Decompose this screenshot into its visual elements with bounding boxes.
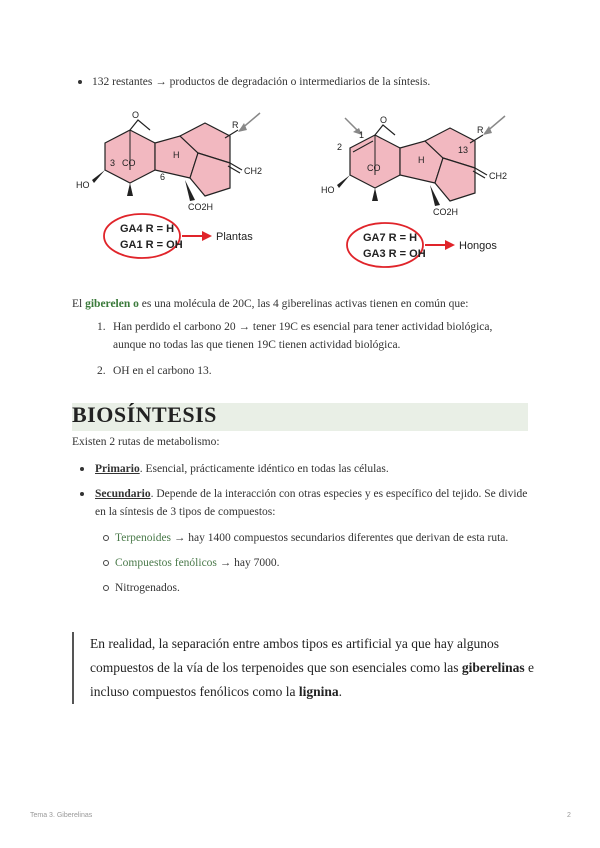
ordered-item-text: Han perdido el carbono 20 → tener 19C es esencial para tener actividad biológica, aunque no todas las que tienen 19C tienen actividad biológica. [113,321,493,351]
right-red-arrow-head [445,240,455,250]
rutas-paragraph: Existen 2 rutas de metabolismo: [72,436,220,448]
ch2-bond [230,163,242,170]
left-ho-label: HO [76,180,90,190]
intro-paragraph [72,295,542,313]
sub-bullet-ring [103,585,109,591]
left-ga-ellipse [104,214,180,258]
ordered-item [97,362,527,380]
section-heading: BIOSÍNTESIS [72,402,217,427]
bullet-term: Secundario [95,488,151,500]
bullet-term: Primario [95,463,140,475]
sub-item-term: Terpenoides [115,532,172,544]
top-bullet-item [78,76,430,88]
left-c6-label: 6 [160,172,166,182]
bullet-item-secundario [80,485,530,597]
left-o-label: O [132,110,140,120]
co2h-wedge [430,185,440,206]
right-co2h-label: CO2H [433,207,459,217]
left-ga1-line: GA1 R = OH [120,239,183,251]
bullet-dot [80,467,84,471]
ch2-bond [475,168,487,175]
left-ch2-label: CH2 [244,166,263,176]
ordered-item-text: OH en el carbono 13. [113,365,212,377]
lactone-bridge [375,125,395,135]
lactone-bridge [130,120,150,130]
right-c2-label: 2 [337,142,343,152]
right-ho-label: HO [321,185,335,195]
sub-item-term: Compuestos fenólicos [115,557,217,569]
ordered-item [97,318,527,354]
right-target-label: Hongos [459,240,497,252]
right-c13-label: 13 [458,145,469,155]
bullet-item-primario [80,460,530,478]
ho-wedge [337,175,350,188]
right-ch2-label: CH2 [489,171,508,181]
left-co2h-label: CO2H [188,202,214,212]
sub-item-nitrogenados [103,579,530,597]
bullet-dot [80,492,84,496]
h-wedge [127,183,133,196]
left-c3-label: 3 [110,158,116,168]
sub-item-text: Nitrogenados. [115,582,180,594]
left-ga4-line: GA4 R = H [120,223,175,235]
left-red-arrow-head [202,231,212,241]
footer-title: Tema 3. Giberelinas [30,812,93,819]
right-r-label: R [477,125,484,135]
sub-item-fenolicos [103,554,530,572]
sub-list [103,529,530,597]
bullet-list [80,460,530,604]
co2h-wedge [185,180,195,201]
bullet-dot [78,80,82,84]
quote-part-3: . [338,684,342,699]
callout-quote [72,632,546,704]
right-h-label: H [418,155,425,165]
quote-bold-giberelinas: giberelinas [461,660,525,675]
left-h-label: H [173,150,180,160]
intro-highlight: giberelen o [85,298,139,310]
intro-pre: El [72,298,86,310]
left-molecule [76,110,262,258]
sub-item-terpenoides [103,529,530,547]
right-c1-label: 1 [359,130,365,140]
intro-post: es una molécula de 20C, las 4 giberelinas activas tienen en común que: [138,298,469,310]
sub-item-text: → hay 7000. [216,557,280,569]
bullet-text: . Esencial, prácticamente idéntico en todas las células. [139,463,389,475]
h-wedge [372,188,378,201]
footer-page-number: 2 [567,812,571,819]
right-molecule [321,115,507,267]
ordered-item-number: 2. [97,365,106,377]
left-target-label: Plantas [216,231,253,243]
ho-wedge [92,170,105,183]
sub-bullet-ring [103,535,109,541]
sub-item-text: → hay 1400 compuestos secundarios diferentes que derivan de esta ruta. [171,532,509,544]
quote-part-2: e incluso compuestos fenólicos como la [90,660,535,699]
right-o-label: O [380,115,388,125]
quote-part-1: En realidad, la separación entre ambos tipos es artificial ya que hay algunos compuestos de la vía de los terpenoides que son esenciales como las [90,636,499,675]
right-co-label: CO [367,163,381,173]
bullet-text: . Depende de la interacción con otras especies y es específico del tejido. Se divide en la síntesis de 3 tipos de compuestos: [95,488,528,518]
ordered-list [97,318,527,388]
right-ga7-line: GA7 R = H [363,232,418,244]
gibberellin-structures-figure [60,108,540,273]
quote-bold-lignina: lignina [298,684,339,699]
top-bullet-text: 132 restantes → productos de degradación o intermediarios de la síntesis. [92,76,431,88]
right-ga-ellipse [347,223,423,267]
sub-bullet-ring [103,560,109,566]
ordered-item-number: 1. [97,321,106,333]
left-r-label: R [232,120,239,130]
right-ga3-line: GA3 R = OH [363,248,426,260]
left-co-label: CO [122,158,136,168]
